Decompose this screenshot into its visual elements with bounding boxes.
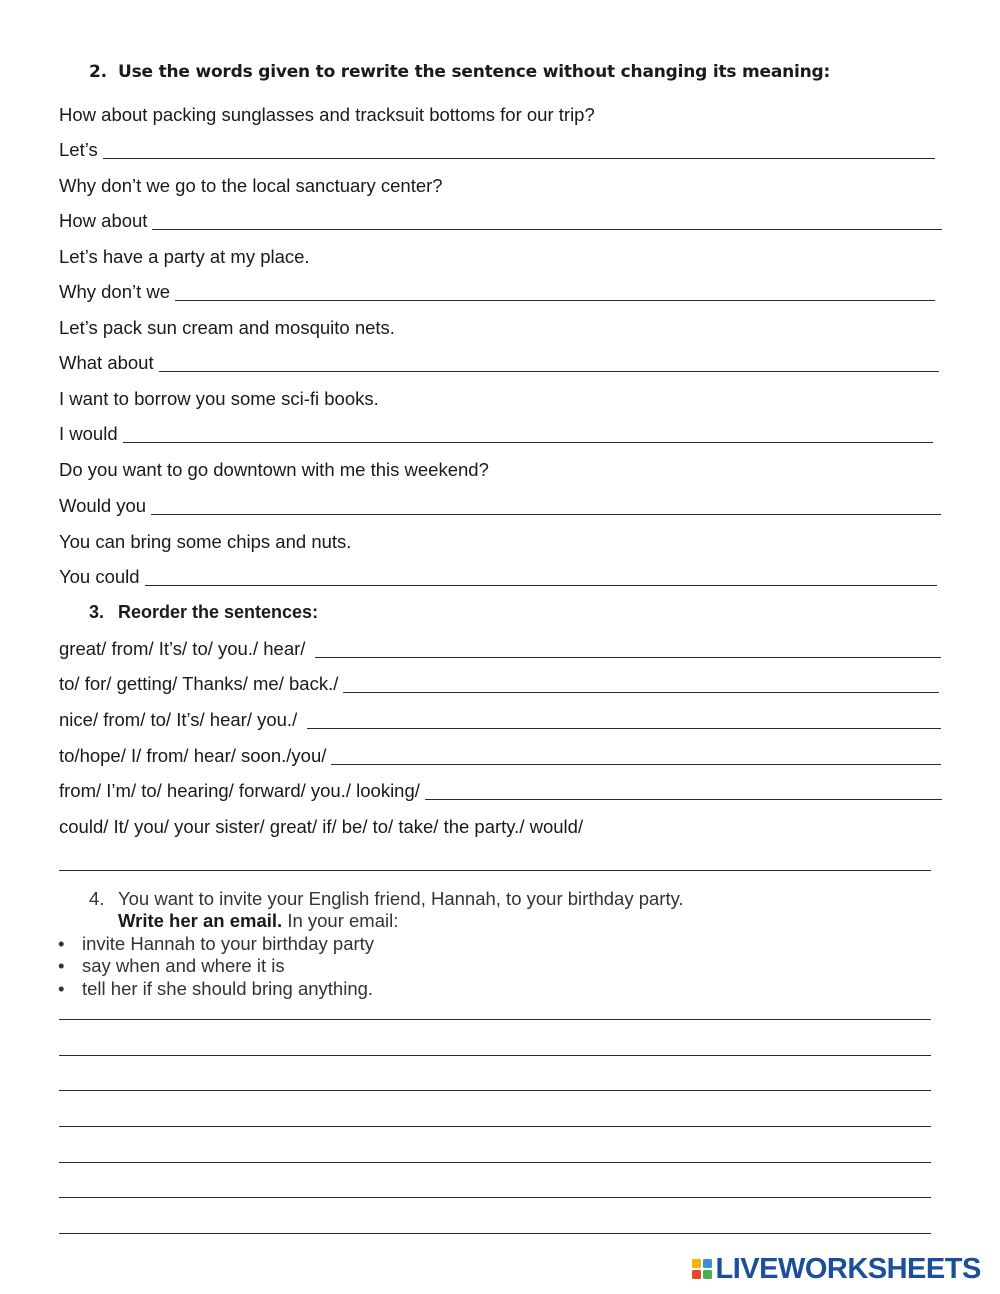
- liveworksheets-logo: [692, 1254, 981, 1284]
- answer-blank[interactable]: [103, 156, 935, 159]
- prompt: How about: [59, 210, 148, 231]
- reorder-line[interactable]: [59, 638, 941, 660]
- rewrite-line[interactable]: [59, 139, 935, 161]
- section-number: 3.: [89, 602, 105, 622]
- email-line[interactable]: [59, 1055, 931, 1056]
- email-line[interactable]: [59, 1162, 931, 1163]
- email-line[interactable]: [59, 1233, 931, 1234]
- email-line[interactable]: [59, 1019, 931, 1020]
- word-list: to/hope/ I/ from/ hear/ soon./you/: [59, 745, 327, 766]
- rewrite-line[interactable]: [59, 423, 933, 445]
- word-list: great/ from/ It’s/ to/ you./ hear/: [59, 638, 306, 659]
- answer-blank[interactable]: [425, 797, 942, 800]
- instruction-bold: Write her an email.: [118, 910, 283, 931]
- email-line[interactable]: [59, 1090, 931, 1091]
- section-3-heading: [89, 602, 318, 623]
- rewrite-line[interactable]: [59, 566, 937, 588]
- email-line[interactable]: [59, 1197, 931, 1198]
- reorder-line[interactable]: [59, 673, 939, 695]
- answer-blank[interactable]: [59, 870, 931, 871]
- word-list: could/ It/ you/ your sister/ great/ if/ be/ to/ take/ the party./ would/: [59, 816, 584, 837]
- answer-blank[interactable]: [159, 369, 939, 372]
- answer-blank[interactable]: [151, 512, 941, 515]
- answer-blank[interactable]: [307, 726, 941, 729]
- answer-blank[interactable]: [152, 227, 942, 230]
- prompt: Let’s: [59, 139, 98, 160]
- answer-blank[interactable]: [145, 583, 937, 586]
- section-title: Use the words given to rewrite the sentence without changing its meaning:: [118, 62, 831, 82]
- prompt: Why don’t we: [59, 281, 171, 302]
- rewrite-line[interactable]: [59, 210, 942, 232]
- sentence: I want to borrow you some sci-fi books.: [59, 388, 379, 409]
- section-number: 2.: [89, 62, 107, 82]
- sentence: Why don’t we go to the local sanctuary center?: [59, 175, 443, 196]
- reorder-line[interactable]: [59, 780, 942, 802]
- answer-blank[interactable]: [343, 690, 939, 693]
- email-line[interactable]: [59, 1126, 931, 1127]
- prompt: I would: [59, 423, 118, 444]
- bullet-icon: •: [58, 955, 65, 976]
- word-list: from/ I’m/ to/ hearing/ forward/ you./ looking/: [59, 780, 420, 801]
- sentence: Let’s have a party at my place.: [59, 246, 310, 267]
- instruction-rest: In your email:: [287, 910, 399, 931]
- bullet-icon: •: [58, 978, 65, 999]
- rewrite-line[interactable]: [59, 352, 939, 374]
- reorder-line[interactable]: [59, 745, 941, 767]
- answer-blank[interactable]: [175, 298, 935, 301]
- answer-blank[interactable]: [315, 655, 941, 658]
- logo-icon: [692, 1259, 712, 1279]
- word-list: nice/ from/ to/ It’s/ hear/ you./: [59, 709, 298, 730]
- section-title: Reorder the sentences:: [118, 602, 319, 622]
- prompt: You could: [59, 566, 140, 587]
- rewrite-line[interactable]: [59, 495, 941, 517]
- intro-text: You want to invite your English friend, Hannah, to your birthday party.: [118, 888, 684, 909]
- rewrite-line[interactable]: [59, 281, 935, 303]
- answer-blank[interactable]: [331, 762, 941, 765]
- bullet-icon: •: [58, 933, 65, 954]
- sentence: You can bring some chips and nuts.: [59, 531, 352, 552]
- reorder-line[interactable]: [59, 709, 941, 731]
- sentence: How about packing sunglasses and tracksuit bottoms for our trip?: [59, 104, 595, 125]
- section-2-heading: [89, 62, 830, 82]
- logo-text: LIVEWORKSHEETS: [715, 1253, 981, 1285]
- answer-blank[interactable]: [123, 440, 933, 443]
- sentence: Let’s pack sun cream and mosquito nets.: [59, 317, 395, 338]
- prompt: Would you: [59, 495, 147, 516]
- word-list: to/ for/ getting/ Thanks/ me/ back./: [59, 673, 339, 694]
- sentence: Do you want to go downtown with me this weekend?: [59, 459, 489, 480]
- section-4-intro: [89, 888, 684, 910]
- section-number: 4.: [89, 888, 105, 909]
- prompt: What about: [59, 352, 154, 373]
- section-4-instruction: [118, 910, 398, 932]
